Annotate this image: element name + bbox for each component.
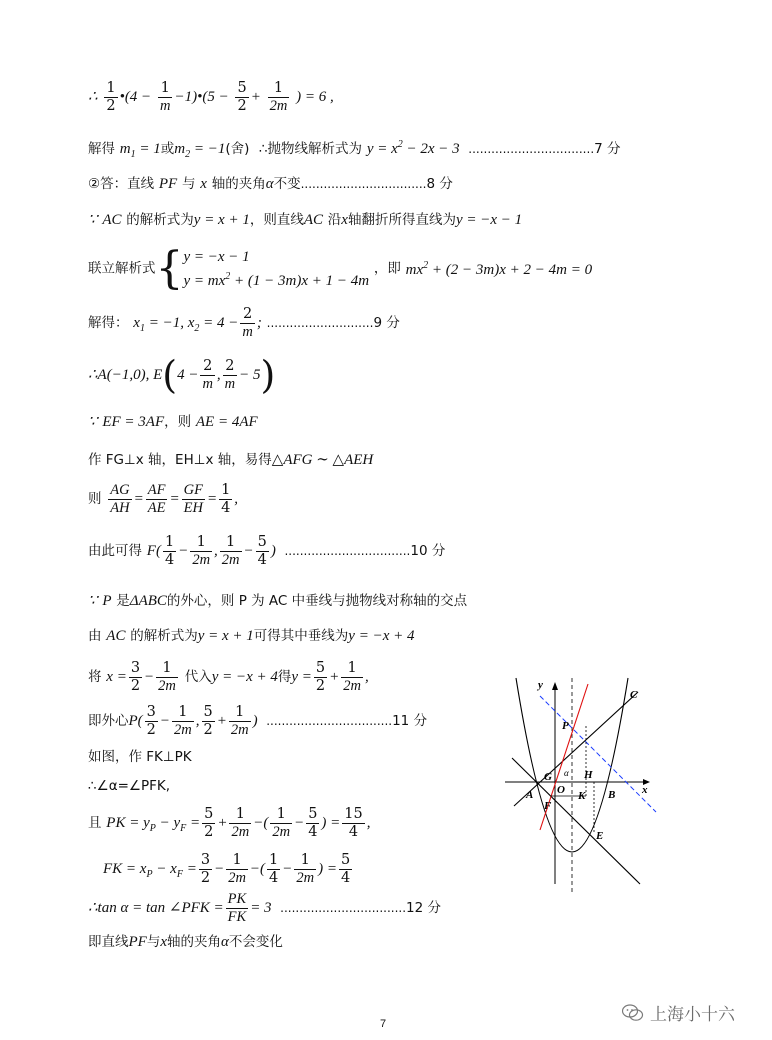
label-c: C bbox=[630, 689, 638, 701]
label-f: F bbox=[544, 800, 552, 812]
therefore: ∴ bbox=[88, 89, 98, 106]
label-k: K bbox=[578, 790, 586, 802]
label-h: H bbox=[584, 769, 593, 781]
line-1: ∴ $\frac{1}{2}$ •(4 − $\frac{1}{m}$ −1)•(5 − $\frac{5}{2}$ + $\frac{1}{2m}$ ) = 6 , bbox=[88, 80, 334, 114]
line-6: 解得： $x_1 = -1$, $x_2 = 4$ − $\frac{2}{m}$ ; ............................9 分 bbox=[88, 306, 400, 340]
line-14: 将 x = $\frac{3}{2}$ − $\frac{1}{2m}$ 代入y = −x + 4得y = $\frac{5}{2}$ + $\frac{1}{2m}$ , bbox=[88, 660, 369, 694]
line-15: 即外心P( $\frac{3}{2}$ − $\frac{1}{2m}$ , $\frac{5}{2}$ + $\frac{1}{2m}$ ) .................................11 分 bbox=[88, 704, 428, 738]
line-3: ②答：直线 PF 与 x 轴的夹角α不变.................................8 分 bbox=[88, 176, 453, 192]
wechat-icon bbox=[622, 1004, 644, 1022]
line-4: ∵ AC 的解析式为y = x + 1，则直线AC 沿x轴翻折所得直线为y = −x − 1 bbox=[88, 212, 523, 228]
line-8: ∵ EF = 3AF，则 AE = 4AF bbox=[88, 414, 258, 430]
page-number: 7 bbox=[380, 1018, 387, 1030]
line-18: 且 PK = $y_P - y_F$ = $\frac{5}{2}$ + $\frac{1}{2m}$ −( $\frac{1}{2m}$ − $\frac{5}{4}$ ) = $\frac{15}{4}$ , bbox=[88, 806, 371, 840]
watermark bbox=[622, 1000, 735, 1025]
label-alpha: α bbox=[564, 768, 569, 778]
line-17: ∴∠α=∠PFK, bbox=[88, 778, 171, 794]
y-axis-arrow bbox=[552, 682, 558, 690]
line-19: FK = $x_P - x_F$ = $\frac{3}{2}$ − $\frac{1}{2m}$ −( $\frac{1}{4}$ − $\frac{1}{2m}$ ) = $\frac{5}{4}$ bbox=[103, 852, 351, 886]
line-12: ∵ P 是ΔABC的外心，则 P 为 AC 中垂线与抛物线对称轴的交点 bbox=[88, 593, 468, 609]
label-y: y bbox=[538, 679, 543, 691]
watermark-text: 上海小十六 bbox=[650, 1005, 735, 1025]
label-b: B bbox=[608, 789, 616, 801]
line-5: 联立解析式{ y = −x − 1 $y = mx^2 + (1 - 3m)x + 1 - 4m$ ，即 $mx^2 + (2 - 3m)x + 2 - 4m = 0$ bbox=[88, 243, 593, 294]
label-a: A bbox=[526, 789, 534, 801]
geometry-figure bbox=[500, 666, 660, 896]
label-o: O bbox=[557, 784, 565, 796]
line-7: ∴A(−1,0), E(4 − $\frac{2}{m}$ , $\frac{2}{m}$ − 5) bbox=[88, 353, 276, 397]
line-13: 由 AC 的解析式为y = x + 1可得其中垂线为y = −x + 4 bbox=[88, 628, 415, 644]
line-16: 如图，作 FK⊥PK bbox=[88, 749, 192, 765]
label-x: x bbox=[642, 784, 648, 796]
line-9: 作 FG⊥x 轴，EH⊥x 轴，易得△AFG ∼ △AEH bbox=[88, 452, 374, 468]
label-p: P bbox=[562, 720, 569, 732]
line-10: 则 $\frac{AG}{AH}$ = $\frac{AF}{AE}$ = $\frac{GF}{EH}$ = $\frac{1}{4}$ , bbox=[88, 482, 239, 516]
line-21: 即直线PF与x轴的夹角α不会变化 bbox=[88, 934, 283, 950]
line-2: 解得 $m_1 = 1$或$m_2 = -1$(舍) ∴抛物线解析式为 $y = x^2 - 2x - 3$ .................................7 分 bbox=[88, 139, 621, 160]
label-g: G bbox=[544, 771, 552, 783]
line-11: 由此可得 F( $\frac{1}{4}$ − $\frac{1}{2m}$ , $\frac{1}{2m}$ − $\frac{5}{4}$ ) .................................10 分 bbox=[88, 534, 446, 568]
label-e: E bbox=[596, 830, 604, 842]
line-20: ∴tan α = tan ∠PFK = $\frac{PK}{FK}$ = 3 .................................12 分 bbox=[88, 891, 442, 925]
